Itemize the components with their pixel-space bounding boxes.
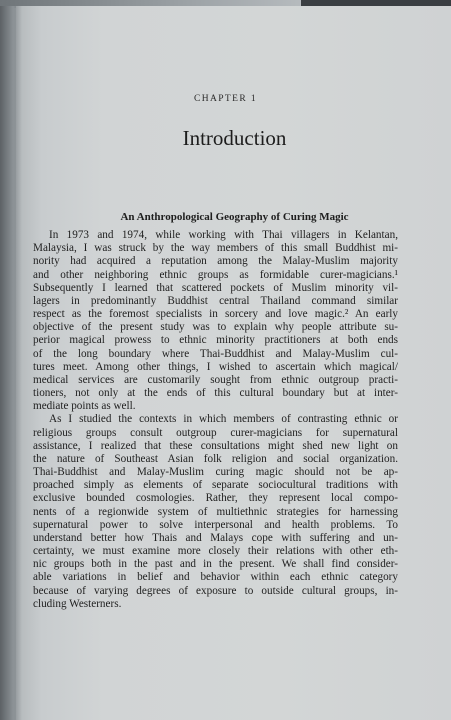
text-line: medical services are customarily sought from ethnic outgroup practi-	[33, 373, 398, 386]
section-heading: An Anthropological Geography of Curing Magic	[120, 211, 349, 223]
paragraph-1	[33, 229, 398, 413]
text-line: respect as the foremost specialists in sorcery and love magic.² An early	[33, 308, 398, 321]
text-line: because of varying degrees of exposure to outside cultural groups, in-	[33, 584, 398, 597]
text-line: of the long boundary where Thai-Buddhist and Malay-Muslim cul-	[33, 347, 398, 360]
text-line: lagers in predominantly Buddhist central Thailand command similar	[33, 294, 398, 307]
body-text	[33, 229, 398, 611]
text-line: nority had acquired a reputation among the Malay-Muslim majority	[33, 255, 398, 268]
text-line: assistance, I realized that these consultations might shed new light on	[33, 439, 398, 452]
text-line: tioners, not only at the ends of this cultural boundary but at inter-	[33, 387, 398, 400]
text-line: tures meet. Among other things, I wished to ascertain which magical/	[33, 360, 398, 373]
text-line: supernatural power to solve interpersonal and health problems. To	[33, 518, 398, 531]
text-line: the nature of Southeast Asian folk religion and social organization.	[33, 452, 398, 465]
chapter-label: CHAPTER 1	[193, 94, 257, 104]
text-line: nents of a regionwide system of multiethnic strategies for harnessing	[33, 505, 398, 518]
text-line: Thai-Buddhist and Malay-Muslim curing magic should not be ap-	[33, 466, 398, 479]
text-line: Subsequently I learned that scattered pockets of Muslim minority vil-	[33, 281, 398, 294]
text-line: able variations in belief and behavior within each ethnic category	[33, 571, 398, 584]
text-line: exclusive bounded cosmologies. Rather, they represent local compo-	[33, 492, 398, 505]
text-line: nic groups both in the past and in the present. We shall find consider-	[33, 558, 398, 571]
text-line: As I studied the contexts in which members of contrasting ethnic or	[49, 413, 398, 426]
text-line: and other neighboring ethnic groups as formidable curer-magicians.¹	[33, 268, 398, 281]
text-line: objective of the present study was to explain why people attribute su-	[33, 321, 398, 334]
text-line: understand better how Thais and Malays cope with suffering and un-	[33, 531, 398, 544]
text-line: perior magical prowess to ethnic minority practitioners at both ends	[33, 334, 398, 347]
paragraph-2	[33, 413, 398, 611]
text-line: In 1973 and 1974, while working with Thai villagers in Kelantan,	[49, 229, 398, 241]
text-line: proached simply as elements of separate sociocultural traditions with	[33, 479, 398, 492]
text-line: Malaysia, I was struck by the way members of this small Buddhist mi-	[33, 242, 398, 255]
page-gutter	[0, 6, 22, 720]
text-line: religious groups consult outgroup curer-magicians for supernatural	[33, 426, 398, 439]
text-line: certainty, we must examine more closely their relations with other eth-	[33, 545, 398, 558]
text-line: mediate points as well.	[33, 400, 136, 413]
text-line: cluding Westerners.	[33, 597, 122, 610]
chapter-title: Introduction	[182, 126, 287, 150]
